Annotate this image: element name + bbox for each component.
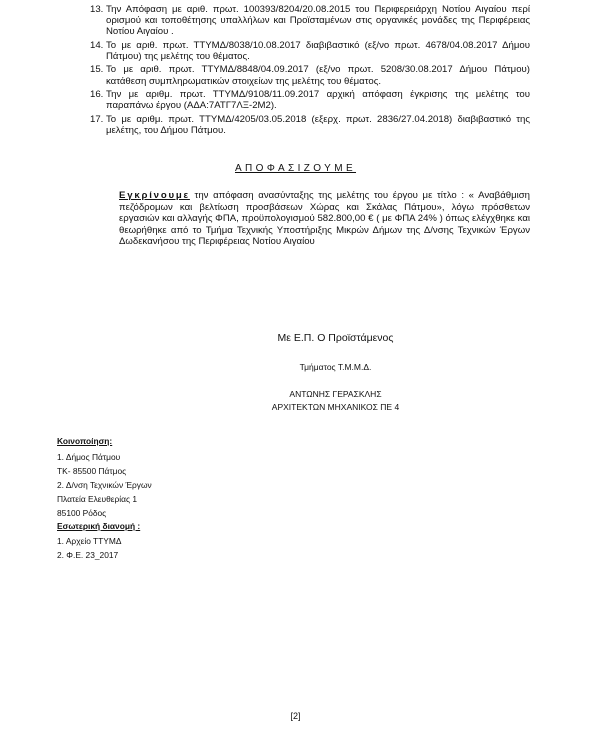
internal-line: 2. Φ.Ε. 23_2017 bbox=[57, 550, 119, 560]
signature-title: ΑΡΧΙΤΕΚΤΩΝ ΜΗΧΑΝΙΚΟΣ ΠΕ 4 bbox=[271, 402, 400, 412]
item-number: 16. bbox=[90, 88, 104, 100]
list-item bbox=[90, 64, 530, 86]
list-item bbox=[90, 114, 530, 136]
signature-department: Τμήματος Τ.Μ.Μ.Δ. bbox=[299, 362, 372, 372]
internal-heading: Εσωτερική διανομή : bbox=[57, 521, 141, 531]
item-text: Το με αριθμ. πρωτ. ΤΤΥΜΔ/4205/03.05.2018 (εξερχ. πρωτ. 2836/27.04.2018) διαβιβαστικό της μελέτης, του Δήμου Πάτμου. bbox=[106, 113, 530, 136]
notification-line: ΤΚ- 85500 Πάτμος bbox=[57, 466, 127, 476]
signature-name: ΑΝΤΩΝΗΣ ΓΕΡΑΣΚΛΗΣ bbox=[289, 389, 382, 399]
approval-text: την απόφαση ανασύνταξης της μελέτης του έργου με τίτλο : « Αναβάθμιση πεζόδρομων και βελτίωση προσβάσεων Χώρας και Σκάλας Πάτμου», λόγω πρόσθετων εργασιών και αλλαγής ΦΠΑ, προϋπολογισμού 582.800,00 € ( με ΦΠΑ 24% ) όπως ελέγχθηκε και θεωρήθηκε από το Τμήμα Τεχνικής Υποστήριξης Μικρών Δήμων της Δ/νσης Τεχνικών Έργων Δωδεκανήσου της Περιφέρειας Νοτίου Αιγαίου bbox=[119, 190, 530, 247]
reference-list bbox=[90, 4, 530, 138]
list-item bbox=[90, 40, 530, 62]
item-number: 13. bbox=[90, 4, 104, 15]
item-text: Την Απόφαση με αριθ. πρωτ. 100393/8204/20.08.2015 του Περιφερειάρχη Νοτίου Αιγαίου περί ορισμού και τοποθέτησης υπαλλήλων και Προϊσταμένων στις οργανικές μονάδες της Περιφέρειας Νοτίου Αιγαίου . bbox=[106, 4, 530, 38]
item-number: 15. bbox=[90, 64, 104, 76]
list-item bbox=[90, 4, 530, 38]
list-item bbox=[90, 89, 530, 111]
notification-line: 1. Δήμος Πάτμου bbox=[57, 452, 121, 462]
internal-line: 1. Αρχείο ΤΤΥΜΔ bbox=[57, 536, 122, 546]
notification-line: Πλατεία Ελευθερίας 1 bbox=[57, 494, 137, 504]
notification-line: 85100 Ρόδος bbox=[57, 508, 107, 518]
item-number: 14. bbox=[90, 39, 104, 51]
signature-role: Με Ε.Π. Ο Προϊστάμενος bbox=[277, 332, 394, 344]
approval-paragraph bbox=[119, 190, 530, 248]
notification-heading: Κοινοποίηση: bbox=[57, 436, 113, 446]
decision-heading: ΑΠΟΦΑΣΙΖΟΥΜΕ bbox=[234, 163, 357, 174]
item-text: Το με αριθ. πρωτ. ΤΤΥΜΔ/8038/10.08.2017 διαβιβαστικό (εξ/νο πρωτ. 4678/04.08.2017 Δήμου Πάτμου) της μελέτης του θέματος. bbox=[106, 39, 530, 62]
item-text: Την με αριθμ. πρωτ. ΤΤΥΜΔ/9108/11.09.2017 αρχική απόφαση έγκρισης της μελέτης του παραπάνω έργου (ΑΔΑ:7ΑΤΓ7ΛΞ-2Μ2). bbox=[106, 88, 530, 112]
notification-line: 2. Δ/νση Τεχνικών Έργων bbox=[57, 480, 152, 490]
approve-word: Εγκρίνουμε bbox=[119, 190, 190, 201]
page-number: [2] bbox=[290, 711, 301, 721]
item-number: 17. bbox=[90, 113, 104, 125]
item-text: Το με αριθ. πρωτ. ΤΤΥΜΔ/8848/04.09.2017 (εξ/νο πρωτ. 5208/30.08.2017 Δήμου Πάτμου) κατάθεση συμπληρωματικών στοιχείων της μελέτης του θέματος. bbox=[106, 64, 530, 87]
